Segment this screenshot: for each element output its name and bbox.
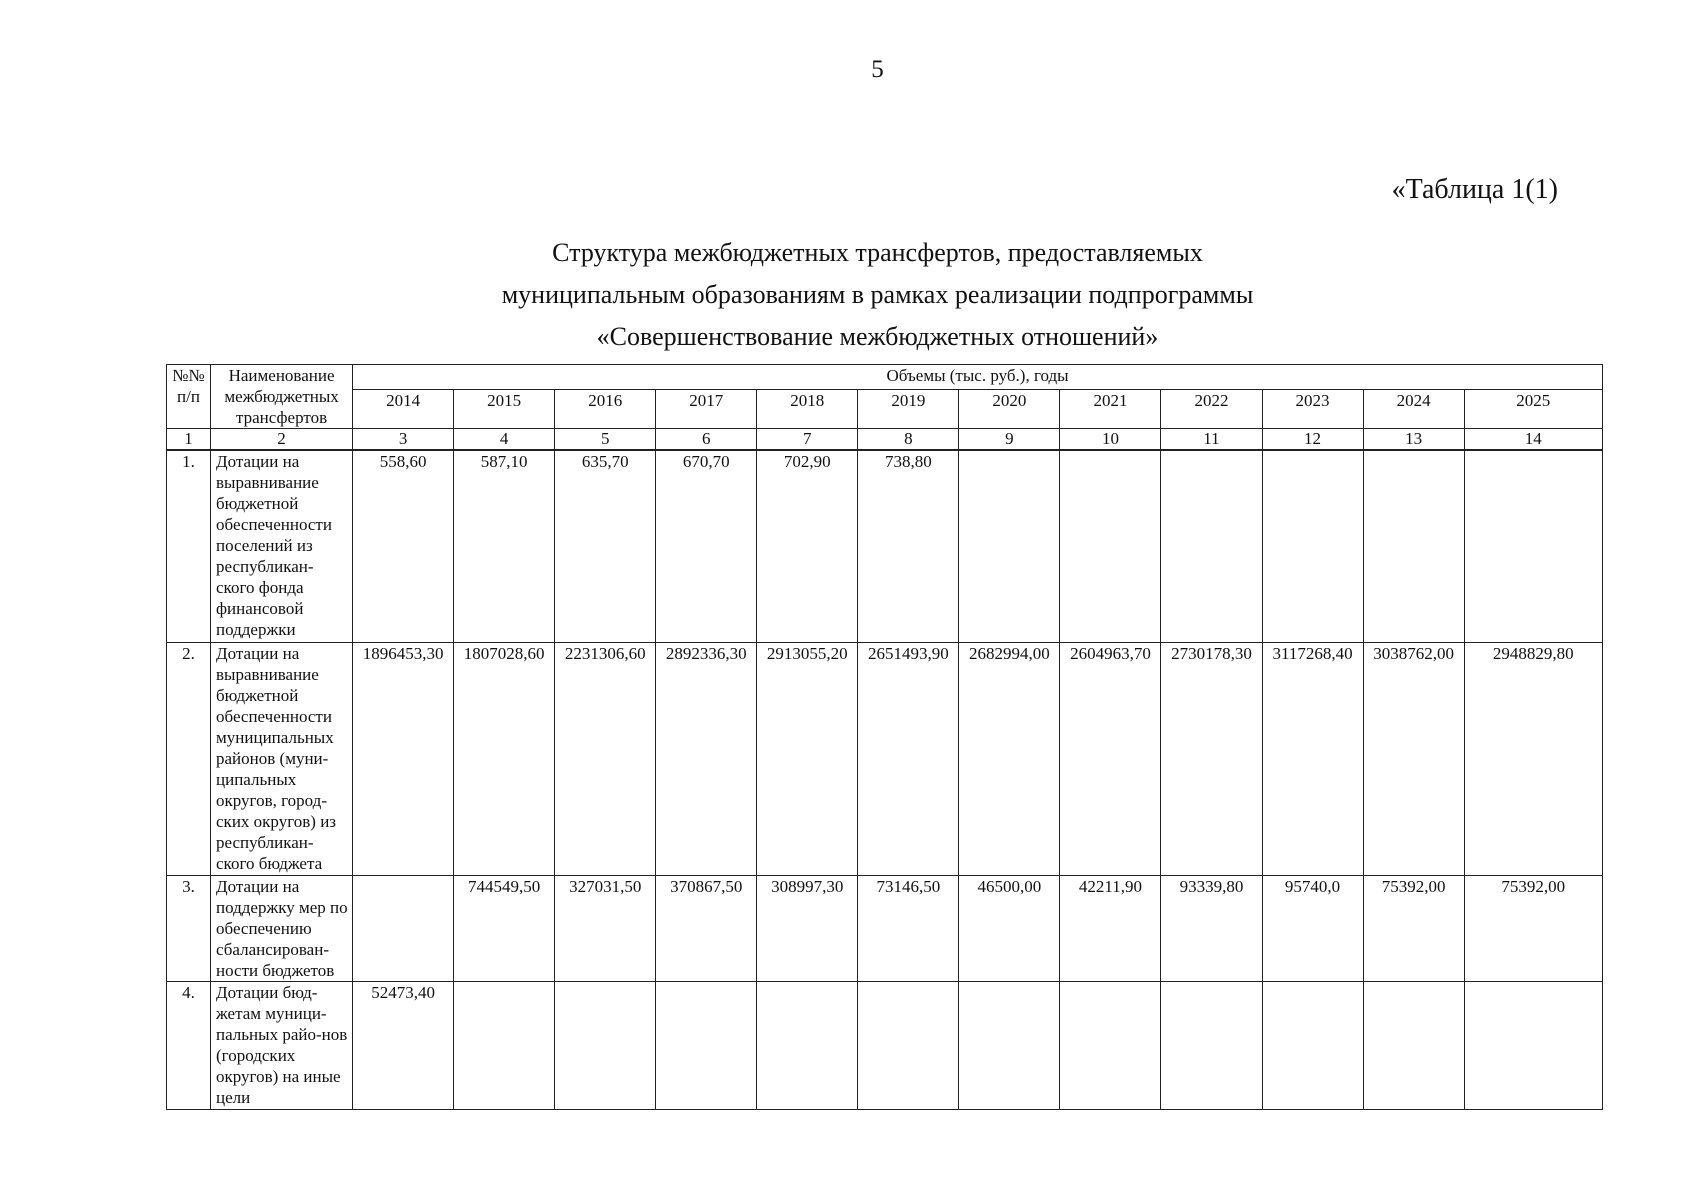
value-cell	[1363, 450, 1464, 642]
value-cell: 3117268,40	[1262, 642, 1363, 875]
value-cell	[959, 981, 1060, 1109]
value-cell: 558,60	[353, 450, 454, 642]
value-cell	[1161, 450, 1262, 642]
value-cell: 42211,90	[1060, 875, 1161, 981]
value-cell: 2682994,00	[959, 642, 1060, 875]
header-year: 2019	[858, 390, 959, 429]
value-cell: 587,10	[454, 450, 555, 642]
table-label: «Таблица 1(1)	[1391, 174, 1558, 205]
row-number: 4.	[167, 981, 211, 1109]
value-cell: 702,90	[757, 450, 858, 642]
value-cell: 95740,0	[1262, 875, 1363, 981]
value-cell: 2948829,80	[1464, 642, 1602, 875]
column-number: 12	[1262, 429, 1363, 451]
transfers-table	[166, 364, 1603, 1110]
column-number: 1	[167, 429, 211, 451]
column-number: 5	[555, 429, 656, 451]
column-number: 2	[211, 429, 353, 451]
value-cell: 2231306,60	[555, 642, 656, 875]
value-cell: 3038762,00	[1363, 642, 1464, 875]
table-header	[167, 365, 1603, 451]
column-number: 4	[454, 429, 555, 451]
header-year: 2023	[1262, 390, 1363, 429]
column-number: 7	[757, 429, 858, 451]
transfer-name: Дотации бюд-жетам муници-пальных райо-нов (городских округов) на иные цели	[211, 981, 353, 1109]
table-row	[167, 875, 1603, 981]
column-numbers-row	[167, 429, 1603, 451]
value-cell: 670,70	[656, 450, 757, 642]
value-cell: 2604963,70	[1060, 642, 1161, 875]
table-body	[167, 450, 1603, 1109]
value-cell: 327031,50	[555, 875, 656, 981]
value-cell	[858, 981, 959, 1109]
header-year: 2016	[555, 390, 656, 429]
column-number: 6	[656, 429, 757, 451]
column-number: 13	[1363, 429, 1464, 451]
header-years-row	[167, 390, 1603, 429]
value-cell	[959, 450, 1060, 642]
column-number: 11	[1161, 429, 1262, 451]
row-number: 1.	[167, 450, 211, 642]
table-row	[167, 981, 1603, 1109]
value-cell	[1262, 981, 1363, 1109]
transfer-name: Дотации на выравнивание бюджетной обеспеченности поселений из республикан-ского фонда финансовой поддержки	[211, 450, 353, 642]
title-line: «Совершенствование межбюджетных отношений»	[596, 322, 1159, 351]
value-cell	[1363, 981, 1464, 1109]
value-cell	[1161, 981, 1262, 1109]
value-cell	[555, 981, 656, 1109]
value-cell: 370867,50	[656, 875, 757, 981]
value-cell	[353, 875, 454, 981]
column-number: 10	[1060, 429, 1161, 451]
row-number: 3.	[167, 875, 211, 981]
value-cell: 2651493,90	[858, 642, 959, 875]
value-cell	[1262, 450, 1363, 642]
header-name: Наименование межбюджетных трансфертов	[211, 365, 353, 429]
value-cell: 2913055,20	[757, 642, 858, 875]
column-number: 14	[1464, 429, 1602, 451]
title-line: Структура межбюджетных трансфертов, предоставляемых	[552, 238, 1203, 267]
value-cell	[454, 981, 555, 1109]
header-year: 2017	[656, 390, 757, 429]
column-number: 8	[858, 429, 959, 451]
header-year: 2022	[1161, 390, 1262, 429]
value-cell: 635,70	[555, 450, 656, 642]
value-cell: 73146,50	[858, 875, 959, 981]
header-year: 2025	[1464, 390, 1602, 429]
value-cell: 93339,80	[1161, 875, 1262, 981]
header-volumes: Объемы (тыс. руб.), годы	[353, 365, 1603, 390]
value-cell: 1807028,60	[454, 642, 555, 875]
value-cell: 738,80	[858, 450, 959, 642]
value-cell	[656, 981, 757, 1109]
value-cell	[1060, 450, 1161, 642]
header-year: 2015	[454, 390, 555, 429]
transfer-name: Дотации на выравнивание бюджетной обеспеченности муниципальных районов (муни-ципальных округов, город-ских округов) из республикан-ского бюджета	[211, 642, 353, 875]
header-year: 2014	[353, 390, 454, 429]
title-line: муниципальным образованиям в рамках реализации подпрограммы	[501, 280, 1254, 309]
value-cell: 52473,40	[353, 981, 454, 1109]
header-year: 2021	[1060, 390, 1161, 429]
value-cell	[1060, 981, 1161, 1109]
value-cell: 2730178,30	[1161, 642, 1262, 875]
value-cell	[757, 981, 858, 1109]
value-cell: 46500,00	[959, 875, 1060, 981]
header-number: №№ п/п	[167, 365, 211, 429]
column-number: 3	[353, 429, 454, 451]
value-cell	[1464, 981, 1602, 1109]
value-cell: 744549,50	[454, 875, 555, 981]
document-title	[0, 232, 1698, 358]
value-cell: 308997,30	[757, 875, 858, 981]
header-year: 2024	[1363, 390, 1464, 429]
row-number: 2.	[167, 642, 211, 875]
table-row	[167, 642, 1603, 875]
value-cell: 75392,00	[1464, 875, 1602, 981]
header-year: 2020	[959, 390, 1060, 429]
value-cell: 75392,00	[1363, 875, 1464, 981]
value-cell	[1464, 450, 1602, 642]
header-year: 2018	[757, 390, 858, 429]
page-number: 5	[871, 56, 884, 83]
value-cell: 2892336,30	[656, 642, 757, 875]
table-row	[167, 450, 1603, 642]
transfer-name: Дотации на поддержку мер по обеспечению сбалансирован-ности бюджетов	[211, 875, 353, 981]
column-number: 9	[959, 429, 1060, 451]
value-cell: 1896453,30	[353, 642, 454, 875]
